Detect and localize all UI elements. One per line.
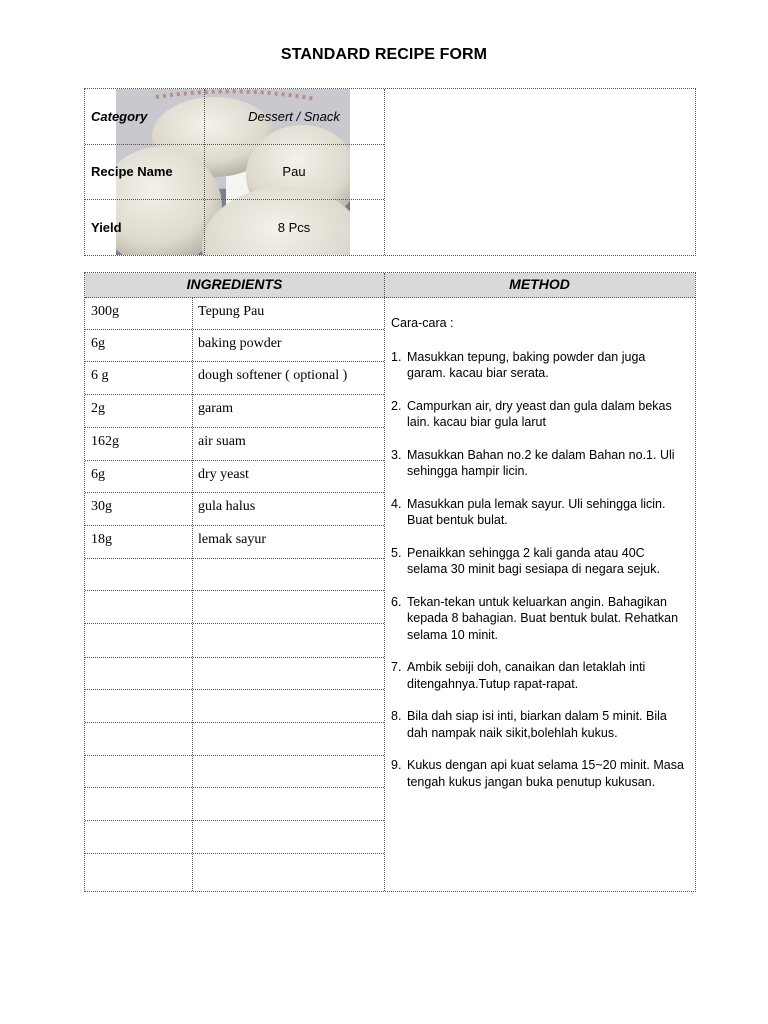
step-number: 4. bbox=[391, 496, 402, 511]
step-text: Masukkan Bahan no.2 ke dalam Bahan no.1. Uli sehingga hampir licin. bbox=[407, 447, 675, 478]
step-number: 9. bbox=[391, 758, 402, 772]
method-step bbox=[391, 447, 687, 480]
ingredient-qty: 30g bbox=[91, 499, 112, 514]
category-value: Dessert / Snack bbox=[248, 109, 340, 124]
method-step bbox=[391, 594, 687, 644]
recipe-name-value: Pau bbox=[282, 164, 306, 179]
step-text: Masukkan pula lemak sayur. Uli sehingga licin. Buat bentuk bulat. bbox=[407, 496, 666, 527]
ingredient-row bbox=[85, 298, 384, 330]
ingredients-heading: INGREDIENTS bbox=[186, 276, 283, 292]
recipe-header-table bbox=[84, 88, 696, 256]
method-step bbox=[391, 349, 687, 382]
method-steps bbox=[391, 349, 687, 791]
step-number: 5. bbox=[391, 545, 402, 560]
ingredient-row bbox=[85, 756, 384, 788]
ingredient-row bbox=[85, 690, 384, 723]
category-label: Category bbox=[91, 109, 148, 124]
ingredient-name: air suam bbox=[198, 434, 246, 449]
method-section bbox=[391, 315, 687, 806]
method-step bbox=[391, 398, 687, 431]
step-number: 8. bbox=[391, 709, 402, 723]
step-text: Masukkan tepung, baking powder dan juga garam. kacau biar serata. bbox=[407, 349, 646, 380]
step-text: Ambik sebiji doh, canaikan dan letaklah inti ditengahnya.Tutup rapat-rapat. bbox=[407, 660, 646, 691]
ingredient-row bbox=[85, 821, 384, 854]
ingredient-row bbox=[85, 788, 384, 821]
ingredient-row bbox=[85, 395, 384, 428]
ingredient-row bbox=[85, 559, 384, 591]
method-step bbox=[391, 708, 687, 741]
ingredient-qty: 6g bbox=[91, 336, 105, 351]
form-title: STANDARD RECIPE FORM bbox=[280, 46, 488, 63]
recipe-name-label: Recipe Name bbox=[91, 164, 173, 179]
ingredient-name: Tepung Pau bbox=[198, 304, 265, 319]
ingredient-row bbox=[85, 461, 384, 493]
step-number: 7. bbox=[391, 660, 402, 674]
ingredient-qty: 18g bbox=[91, 532, 112, 547]
step-number: 2. bbox=[391, 398, 402, 413]
ingredient-row bbox=[85, 723, 384, 756]
ingredient-row bbox=[85, 362, 384, 395]
ingredient-name: garam bbox=[198, 401, 233, 416]
step-text: Campurkan air, dry yeast dan gula dalam bekas lain. kacau biar gula larut bbox=[407, 398, 672, 429]
yield-value: 8 Pcs bbox=[277, 220, 311, 235]
table-header-row bbox=[85, 273, 695, 298]
ingredients-method-table bbox=[84, 272, 696, 892]
yield-label: Yield bbox=[91, 220, 122, 235]
ingredient-qty: 6 g bbox=[91, 368, 109, 383]
method-step bbox=[391, 757, 687, 790]
method-step bbox=[391, 659, 687, 692]
ingredient-row bbox=[85, 658, 384, 690]
method-intro: Cara-cara : bbox=[391, 316, 454, 330]
ingredient-row bbox=[85, 330, 384, 362]
method-step bbox=[391, 545, 687, 578]
ingredient-qty: 300g bbox=[91, 304, 119, 319]
ingredient-name: gula halus bbox=[198, 499, 256, 514]
step-text: Tekan-tekan untuk keluarkan angin. Bahagikan kepada 8 bahagian. Buat bentuk bulat. Rehatkan selama 10 minit. bbox=[407, 594, 679, 642]
ingredient-qty: 2g bbox=[91, 401, 105, 416]
ingredient-row bbox=[85, 591, 384, 624]
ingredient-qty: 6g bbox=[91, 467, 105, 482]
ingredient-name: dough softener ( optional ) bbox=[198, 368, 348, 383]
step-number: 1. bbox=[391, 349, 402, 364]
ingredient-row bbox=[85, 854, 384, 890]
ingredient-name: baking powder bbox=[198, 336, 282, 351]
ingredient-row bbox=[85, 624, 384, 658]
method-heading: METHOD bbox=[509, 276, 570, 292]
step-text: Penaikkan sehingga 2 kali ganda atau 40C selama 30 minit bagi sesiapa di negara sejuk. bbox=[407, 545, 660, 576]
step-number: 3. bbox=[391, 447, 402, 462]
ingredient-name: dry yeast bbox=[198, 467, 249, 482]
ingredient-qty: 162g bbox=[91, 434, 119, 449]
method-step bbox=[391, 496, 687, 529]
ingredient-row bbox=[85, 493, 384, 526]
ingredient-name: lemak sayur bbox=[198, 532, 267, 547]
step-number: 6. bbox=[391, 594, 402, 609]
step-text: Kukus dengan api kuat selama 15~20 minit. Masa tengah kukus jangan buka penutup kukusan. bbox=[407, 758, 684, 789]
ingredient-row bbox=[85, 428, 384, 461]
ingredient-row bbox=[85, 526, 384, 559]
step-text: Bila dah siap isi inti, biarkan dalam 5 minit. Bila dah nampak naik sikit,bolehlah kukus. bbox=[407, 709, 667, 740]
